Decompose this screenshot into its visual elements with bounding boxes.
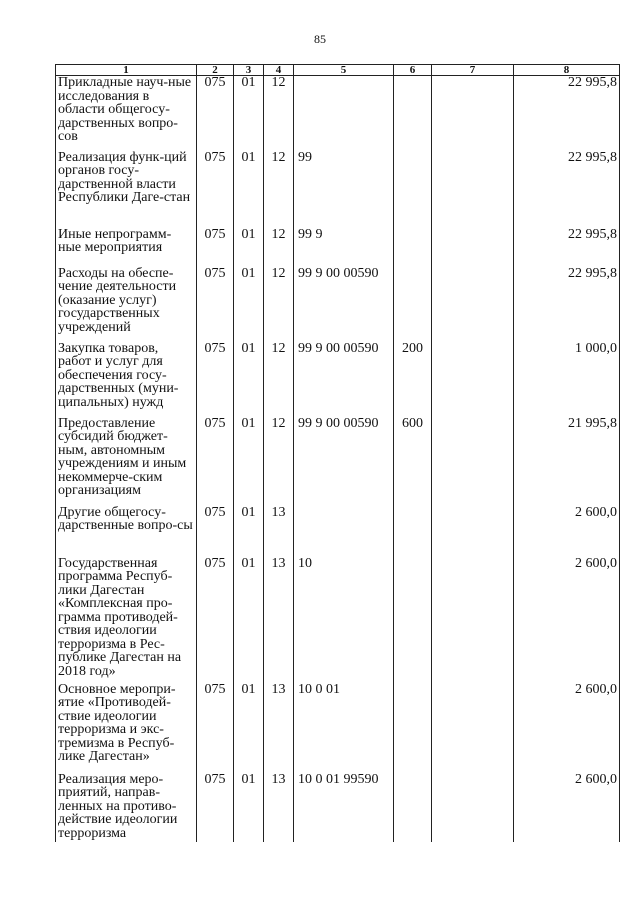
row-name: Расходы на обеспе-чение деятельности (оказание услуг) государственных учреждений [56,267,197,342]
cell-col-4: 13 [264,506,294,557]
row-name: Государственная программа Респуб-лики Дагестан «Комплексная про-грамма противодей-ствия идеологии терроризма в Рес-публике Дагестан на 2018 год» [56,557,197,683]
cell-col-2: 075 [197,151,234,228]
cell-col-3: 01 [234,267,264,342]
column-header-7: 7 [432,65,514,76]
cell-col-5: 99 9 00 00590 [294,342,394,417]
cell-col-7 [432,151,514,228]
cell-col-5: 10 [294,557,394,683]
cell-col-4: 13 [264,683,294,773]
column-header-3: 3 [234,65,264,76]
cell-col-4: 13 [264,773,294,842]
cell-col-6 [394,773,432,842]
cell-col-5: 99 [294,151,394,228]
table-row [56,773,620,842]
cell-col-2: 075 [197,76,234,151]
row-name: Прикладные науч-ные исследования в области общегосу-дарственных вопро-сов [56,76,197,151]
column-header-1: 1 [56,65,197,76]
cell-col-7 [432,683,514,773]
column-header-5: 5 [294,65,394,76]
cell-col-8: 22 995,8 [514,151,620,228]
cell-col-6 [394,76,432,151]
cell-col-2: 075 [197,773,234,842]
cell-col-4: 13 [264,557,294,683]
cell-col-6: 200 [394,342,432,417]
cell-col-6 [394,228,432,267]
cell-col-8: 21 995,8 [514,417,620,506]
cell-col-2: 075 [197,683,234,773]
budget-table [55,64,620,842]
table-row [56,557,620,683]
row-name: Другие общегосу-дарственные вопро-сы [56,506,197,557]
cell-col-5: 99 9 00 00590 [294,417,394,506]
cell-col-6: 600 [394,417,432,506]
cell-col-6 [394,557,432,683]
cell-col-7 [432,506,514,557]
table-row [56,151,620,228]
cell-col-2: 075 [197,557,234,683]
cell-col-7 [432,76,514,151]
cell-col-3: 01 [234,417,264,506]
table-row [56,228,620,267]
cell-col-6 [394,506,432,557]
cell-col-8: 22 995,8 [514,76,620,151]
cell-col-4: 12 [264,267,294,342]
cell-col-8: 2 600,0 [514,773,620,842]
table-row [56,267,620,342]
cell-col-6 [394,267,432,342]
column-header-2: 2 [197,65,234,76]
page-number: 85 [314,32,326,46]
cell-col-5 [294,76,394,151]
cell-col-8: 2 600,0 [514,557,620,683]
cell-col-3: 01 [234,557,264,683]
cell-col-5: 10 0 01 99590 [294,773,394,842]
column-header-6: 6 [394,65,432,76]
cell-col-2: 075 [197,506,234,557]
row-name: Предоставление субсидий бюджет-ным, автономным учреждениям и иным некоммерче-ским организациям [56,417,197,506]
cell-col-2: 075 [197,417,234,506]
cell-col-4: 12 [264,151,294,228]
cell-col-5 [294,506,394,557]
cell-col-3: 01 [234,342,264,417]
row-name: Реализация меро-приятий, направ-ленных на противо-действие идеологии терроризма [56,773,197,842]
cell-col-3: 01 [234,228,264,267]
cell-col-4: 12 [264,76,294,151]
row-name: Реализация функ-ций органов госу-дарственной власти Республики Даге-стан [56,151,197,228]
table-row [56,417,620,506]
cell-col-3: 01 [234,76,264,151]
cell-col-6 [394,151,432,228]
row-name: Основное меропри-ятие «Противодей-ствие идеологии терроризма и экс-тремизма в Респуб-лике Дагестан» [56,683,197,773]
cell-col-4: 12 [264,417,294,506]
table-row [56,76,620,151]
cell-col-7 [432,557,514,683]
table-row [56,342,620,417]
cell-col-7 [432,342,514,417]
cell-col-3: 01 [234,506,264,557]
cell-col-8: 2 600,0 [514,683,620,773]
cell-col-3: 01 [234,683,264,773]
cell-col-7 [432,267,514,342]
cell-col-8: 2 600,0 [514,506,620,557]
cell-col-5: 99 9 00 00590 [294,267,394,342]
cell-col-8: 1 000,0 [514,342,620,417]
cell-col-8: 22 995,8 [514,267,620,342]
table-row [56,506,620,557]
cell-col-7 [432,417,514,506]
cell-col-4: 12 [264,228,294,267]
table-row [56,683,620,773]
cell-col-5: 99 9 [294,228,394,267]
table-header [56,65,620,76]
column-header-8: 8 [514,65,620,76]
cell-col-4: 12 [264,342,294,417]
cell-col-3: 01 [234,151,264,228]
cell-col-3: 01 [234,773,264,842]
cell-col-7 [432,773,514,842]
cell-col-5: 10 0 01 [294,683,394,773]
row-name: Закупка товаров, работ и услуг для обеспечения госу-дарственных (муни-ципальных) нужд [56,342,197,417]
column-header-4: 4 [264,65,294,76]
cell-col-2: 075 [197,342,234,417]
cell-col-2: 075 [197,267,234,342]
row-name: Иные непрограмм-ные мероприятия [56,228,197,267]
cell-col-6 [394,683,432,773]
cell-col-8: 22 995,8 [514,228,620,267]
cell-col-7 [432,228,514,267]
cell-col-2: 075 [197,228,234,267]
